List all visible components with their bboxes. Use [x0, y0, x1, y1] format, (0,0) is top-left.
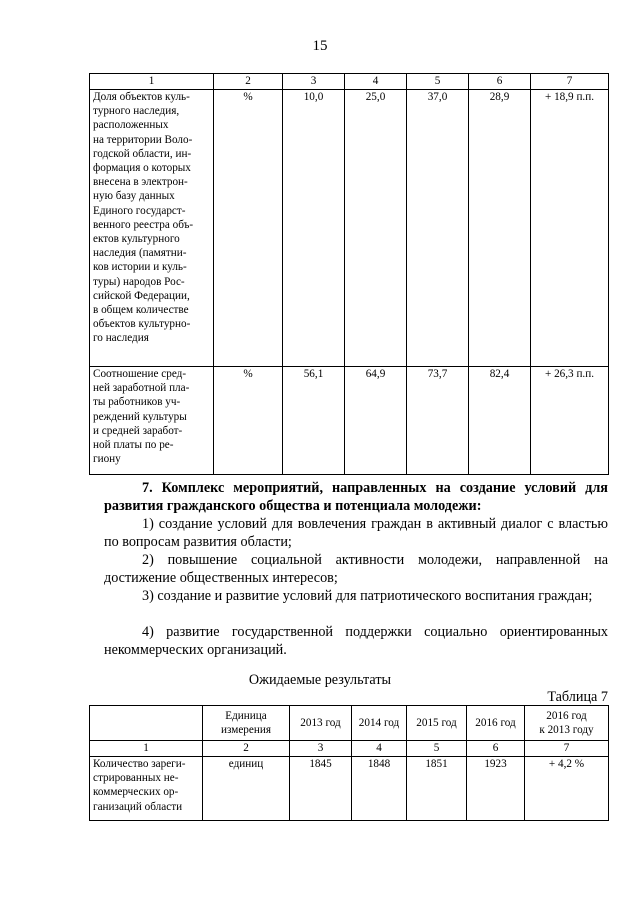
- column-number: 7: [531, 74, 609, 90]
- header-row: [90, 706, 609, 741]
- table-label: Таблица 7: [547, 689, 608, 705]
- column-header: 2015 год: [407, 706, 467, 741]
- table-row: [90, 757, 609, 821]
- value-2013: 56,1: [283, 367, 345, 475]
- column-number: 4: [352, 741, 407, 757]
- value-2014: 1848: [352, 757, 407, 821]
- list-item: 4) развитие государственной поддержки социально ориентированных некоммерческих организаций.: [104, 624, 608, 658]
- column-header: 2013 год: [290, 706, 352, 741]
- table-caption: Ожидаемые результаты: [248, 672, 392, 688]
- change-value: + 4,2 %: [525, 757, 609, 821]
- column-header: Единица измерения: [203, 706, 290, 741]
- column-header: 2016 год: [467, 706, 525, 741]
- column-number: 5: [407, 741, 467, 757]
- indicator-label: Доля объектов куль- турного наследия, расположенных на территории Воло- годской области, ин- формация о которых внесена в электрон- ную базу данных Единого государст- венного реестра объ- ектов культурного наследия (памятни- ков истории и куль- туры) народов Рос- сийской Федерации, в общем количестве объектов культурно- го наследия: [90, 90, 214, 367]
- column-header: 2016 год к 2013 году: [525, 706, 609, 741]
- column-number: 3: [290, 741, 352, 757]
- change-value: + 18,9 п.п.: [531, 90, 609, 367]
- value-2015: 37,0: [407, 90, 469, 367]
- value-2014: 25,0: [345, 90, 407, 367]
- indicator-label: Количество зареги- стрированных не- коммерческих ор- ганизаций области: [90, 757, 203, 821]
- column-number: 1: [90, 741, 203, 757]
- column-number: 3: [283, 74, 345, 90]
- list-item: 3) создание и развитие условий для патриотического воспитания граждан;: [142, 588, 593, 604]
- section-title: 7. Комплекс мероприятий, направленных на создание условий для развития гражданского общества и потенциала молодежи:: [104, 480, 608, 514]
- unit-cell: %: [214, 367, 283, 475]
- indicators-table-continued: [89, 73, 609, 475]
- column-number: 6: [467, 741, 525, 757]
- value-2015: 73,7: [407, 367, 469, 475]
- value-2015: 1851: [407, 757, 467, 821]
- unit-cell: единиц: [203, 757, 290, 821]
- table-row: [90, 90, 609, 367]
- value-2016: 28,9: [469, 90, 531, 367]
- list-item: 1) создание условий для вовлечения граждан в активный диалог с властью по вопросам развития области;: [104, 516, 608, 550]
- value-2016: 1923: [467, 757, 525, 821]
- column-numbers-row: [90, 741, 609, 757]
- value-2013: 1845: [290, 757, 352, 821]
- unit-cell: %: [214, 90, 283, 367]
- column-numbers-row: [90, 74, 609, 90]
- list-item: 2) повышение социальной активности молодежи, направленной на достижение общественных интересов;: [104, 552, 608, 586]
- indicator-label: Соотношение сред- ней заработной пла- ты работников уч- реждений культуры и средней заработ- ной платы по ре- гиону: [90, 367, 214, 475]
- column-number: 5: [407, 74, 469, 90]
- column-header: 2014 год: [352, 706, 407, 741]
- column-number: 2: [214, 74, 283, 90]
- column-number: 1: [90, 74, 214, 90]
- column-number: 7: [525, 741, 609, 757]
- column-number: 4: [345, 74, 407, 90]
- value-2014: 64,9: [345, 367, 407, 475]
- change-value: + 26,3 п.п.: [531, 367, 609, 475]
- column-header: [90, 706, 203, 741]
- value-2016: 82,4: [469, 367, 531, 475]
- expected-results-table: [89, 705, 609, 821]
- value-2013: 10,0: [283, 90, 345, 367]
- page-number: 15: [312, 38, 328, 54]
- column-number: 2: [203, 741, 290, 757]
- column-number: 6: [469, 74, 531, 90]
- table-row: [90, 367, 609, 475]
